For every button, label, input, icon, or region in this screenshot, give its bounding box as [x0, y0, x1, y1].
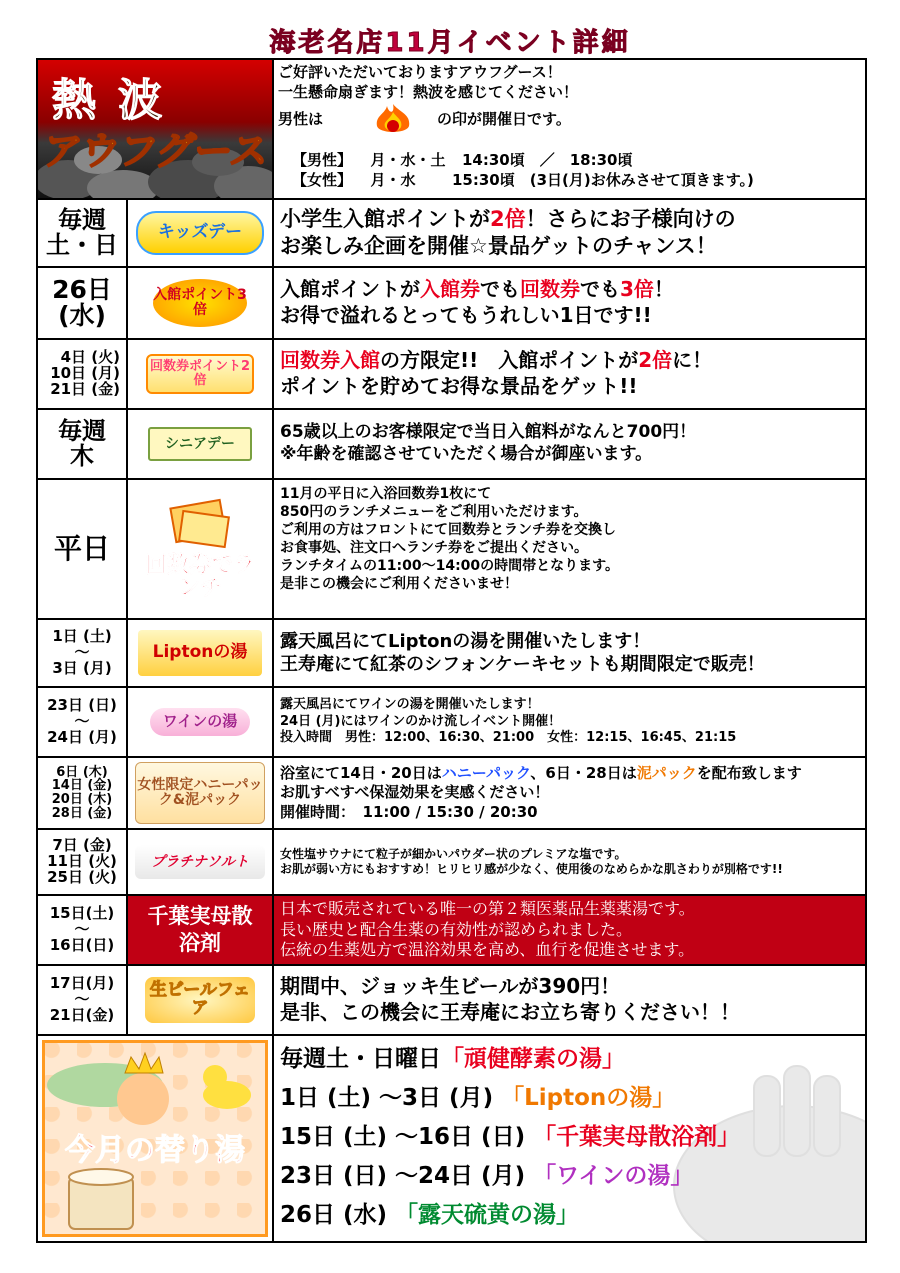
text-segment: 毎週土・日曜日 [280, 1046, 441, 1072]
ticket-point-logo: 回数券ポイント2倍 [128, 340, 274, 408]
event-line [280, 374, 859, 400]
aufguss-male-schedule [278, 150, 861, 170]
date-line: 15日(土) [49, 904, 115, 923]
event-line [280, 847, 859, 862]
event-line [280, 486, 859, 504]
monthly-bath-line [280, 1079, 859, 1118]
date-line: 平日 [53, 532, 110, 566]
text-segment: 850円のランチメニューをご利用いただけます。 [280, 503, 588, 520]
senior-day-logo: シニアデー [128, 410, 274, 478]
date-line: ～ [74, 990, 90, 1009]
text-segment: でも [580, 277, 620, 302]
date-line: 26日 [52, 274, 112, 304]
text-segment: 「露天硫黄の湯」 [395, 1202, 580, 1228]
event-row-ticket-point [38, 340, 865, 410]
date-line: 17日(月) [49, 974, 115, 993]
event-content [274, 688, 865, 756]
text-segment: 小学生入館ポイントが [280, 207, 490, 232]
event-line [280, 974, 859, 1000]
event-date [38, 758, 128, 828]
text-segment: を配布致します [696, 764, 802, 783]
event-content [274, 340, 865, 408]
fire-icon [363, 102, 423, 136]
ticket-icon [165, 498, 235, 554]
text-segment: お楽しみ企画を開催☆景品ゲットのチャンス！ [280, 234, 717, 258]
event-date [38, 620, 128, 686]
event-line [280, 576, 859, 594]
event-content [274, 830, 865, 894]
lipton-logo: Liptonの湯 [128, 620, 274, 686]
men-suffix: の印が開催日です。 [437, 110, 571, 128]
date-line: 3日 (月) [52, 658, 112, 677]
aufguss-men-line [278, 102, 861, 136]
text-segment: お得で溢れるとってもうれしい1日です!! [280, 303, 652, 327]
aufguss-logo-main: アウフグース [40, 129, 272, 173]
aufguss-logo [38, 60, 274, 198]
date-line: 20日 (木) [51, 792, 113, 807]
text-segment: お肌すべすべ保湿効果を実感ください！ [280, 783, 550, 802]
aufguss-line: 一生懸命扇ぎます！熱波を感じてください！ [278, 83, 579, 101]
aufguss-female-schedule [278, 170, 861, 190]
text-segment: お肌が弱い方にもおすすめ！ヒリヒリ感が少なく、使用後のなめらかな肌さわりが別格です!! [280, 862, 783, 876]
text-segment: 15日 (土) ～16日 (日) [280, 1124, 534, 1150]
aufguss-row [38, 60, 865, 200]
text-segment: 1日 (土) ～3日 (月) [280, 1085, 502, 1111]
beer-fair-logo: 生ビールフェア [128, 966, 274, 1034]
event-row-point-3x [38, 268, 865, 340]
date-line: 24日 (月) [47, 727, 117, 746]
event-row-kids-day [38, 200, 865, 268]
text-segment: 伝統の生薬処方で温浴効果を高め、血行を促進させます。 [280, 940, 695, 960]
text-segment: ポイントを貯めてお得な景品をゲット!! [280, 374, 638, 398]
monthly-bath-line [280, 1196, 859, 1235]
text-segment: 23日 (日) ～24日 (月) [280, 1163, 534, 1189]
aufguss-line: ご好評いただいておりますアウフグース！ [278, 63, 562, 81]
date-line: 28日 (金) [51, 805, 113, 821]
event-date [38, 340, 128, 408]
text-segment: ご利用の方はフロントにて回数券とランチ券を交換し [280, 521, 616, 538]
text-segment: ！さらにお子様向けの [525, 207, 736, 232]
text-segment: ※年齢を確認させていただく場合が御座います。 [280, 444, 653, 464]
event-date [38, 268, 128, 338]
text-segment: 「千葉実母散浴剤」 [533, 1124, 741, 1150]
event-content [274, 268, 865, 338]
text-segment: 女性塩サウナにて粒子が細かいパウダー状のプレミアな塩です。 [280, 846, 627, 861]
event-date [38, 410, 128, 478]
event-line [280, 504, 859, 522]
event-line [280, 803, 859, 822]
text-segment: 3倍 [620, 277, 654, 302]
date-line: 毎週 [58, 416, 106, 445]
date-line: 毎週 [58, 205, 106, 234]
event-line [280, 764, 859, 783]
date-line: 10日 (月) [50, 364, 120, 383]
date-line: 14日 (金) [51, 778, 113, 794]
event-line [280, 899, 859, 919]
event-row-senior-day [38, 410, 865, 480]
event-row-chiba [38, 896, 865, 966]
text-segment: ランチタイムの11:00～14:00の時間帯となります。 [280, 557, 620, 574]
wine-logo: ワインの湯 [128, 688, 274, 756]
lunch-logo: 回数券でランチ [128, 480, 274, 618]
date-line: ～ [74, 712, 90, 731]
text-segment: ！ [653, 277, 674, 302]
event-row-lipton [38, 620, 865, 688]
date-line: 7日 (金) [52, 836, 112, 855]
event-row-wine [38, 688, 865, 758]
monthly-bath-title: 今月の替り湯 [65, 1133, 245, 1168]
event-row-pack [38, 758, 865, 830]
event-line [280, 348, 859, 374]
text-segment: の方限定!! 入館ポイントが [380, 348, 639, 373]
event-date [38, 896, 128, 964]
event-line [280, 783, 859, 802]
aufguss-content [278, 62, 861, 190]
event-line [280, 714, 859, 731]
kids-day-logo: キッズデー [128, 200, 274, 266]
text-segment: でも [480, 277, 520, 302]
monthly-bath-content [274, 1036, 865, 1241]
text-segment: 「頑健酵素の湯」 [441, 1046, 625, 1072]
event-line [280, 653, 859, 676]
monthly-bath-logo-box [38, 1036, 274, 1241]
monthly-bath-row [38, 1036, 865, 1241]
female-days: 月・水 [370, 171, 416, 189]
event-content [274, 200, 865, 266]
text-segment: 泥パック [636, 764, 697, 783]
date-line: 土・日 [46, 231, 118, 259]
date-line: 1日 (土) [52, 627, 112, 646]
event-row-platinum-salt [38, 830, 865, 896]
text-segment: 浴室にて14日・20日は [280, 764, 442, 783]
date-line: 11日 (火) [47, 852, 117, 871]
text-segment: に！ [672, 348, 713, 373]
text-segment: ハニーパック [441, 764, 531, 783]
text-segment: お食事処、注文口へランチ券をご提出ください。 [280, 539, 588, 556]
date-line: 6日 (木) [56, 764, 108, 780]
date-line: 16日(日) [49, 935, 115, 954]
text-segment: 24日 (月)にはワインのかけ流しイベント開催！ [280, 713, 562, 729]
text-segment: 期間中、ジョッキ生ビールが390円！ [280, 974, 621, 999]
date-line: 21日(金) [49, 1005, 115, 1024]
text-segment: 投入時間 男性：12:00、16:30、21:00 女性：12:15、16:45、21:15 [280, 730, 737, 746]
male-label: 【男性】 [292, 151, 353, 169]
text-segment: 入館ポイントが [280, 277, 420, 302]
event-content [274, 896, 865, 964]
text-segment: 王寿庵にて紅茶のシフォンケーキセットも期間限定で販売！ [280, 654, 765, 675]
date-line: 25日 (火) [47, 867, 117, 886]
event-line [280, 558, 859, 576]
event-content [274, 480, 865, 618]
text-segment: 2倍 [490, 207, 526, 232]
date-line: 23日 (日) [47, 696, 117, 715]
text-segment: 入館券 [420, 277, 480, 302]
text-segment: 長い歴史と配合生薬の有効性が認められました。 [280, 919, 633, 939]
text-segment: 回数券入館 [280, 348, 380, 373]
event-content [274, 620, 865, 686]
aufguss-logo-top: 熱波 [52, 75, 184, 126]
text-segment: 開催時間： 11:00 / 15:30 / 20:30 [280, 802, 538, 821]
event-row-lunch [38, 480, 865, 620]
platinum-salt-logo: プラチナソルト [128, 830, 274, 894]
event-line [280, 920, 859, 940]
event-line [280, 277, 859, 303]
date-line: ～ [74, 643, 90, 662]
event-line [280, 1000, 859, 1026]
event-date [38, 480, 128, 618]
male-times: 14:30頃 ／ 18:30頃 [461, 151, 633, 169]
text-segment: 日本で販売されている唯一の第２類医薬品生薬薬湯です。 [280, 899, 695, 919]
text-segment: 、6日・28日は [530, 764, 637, 783]
event-line [280, 862, 859, 877]
event-line [280, 422, 859, 444]
event-date [38, 830, 128, 894]
pack-logo: 女性限定ハニーパック&泥パック [128, 758, 274, 828]
monthly-bath-logo [42, 1040, 268, 1237]
text-segment: 65歳以上のお客様限定で当日入館料がなんと700円！ [280, 422, 697, 443]
event-line [280, 940, 859, 960]
text-segment: 2倍 [638, 348, 673, 373]
point-3x-logo: 入館ポイント3倍 [128, 268, 274, 338]
text-segment: 「Liptonの湯」 [501, 1085, 676, 1111]
event-row-beer [38, 966, 865, 1036]
event-content [274, 966, 865, 1034]
event-content [274, 758, 865, 828]
date-line: 木 [70, 442, 94, 470]
text-segment: 11月の平日に入浴回数券1枚にて [280, 486, 492, 502]
event-line [280, 206, 859, 233]
chiba-logo: 千葉実母散浴剤 [128, 896, 274, 964]
event-line [280, 630, 859, 653]
monthly-bath-list [274, 1036, 865, 1239]
event-line [280, 303, 859, 329]
event-line [280, 233, 859, 260]
event-line [280, 697, 859, 714]
monthly-bath-line [280, 1118, 859, 1157]
date-line: ～ [74, 920, 90, 939]
text-segment: 26日 (水) [280, 1202, 396, 1228]
text-segment: 「ワインの湯」 [533, 1163, 694, 1189]
female-times: 15:30頃 (3日(月)お休みさせて頂きます。) [451, 171, 754, 189]
monthly-bath-line [280, 1157, 859, 1196]
event-line [280, 540, 859, 558]
text-segment: 回数券 [520, 277, 580, 302]
date-line: 21日 (金) [50, 379, 120, 398]
text-segment: 是非この機会にご利用くださいませ！ [280, 575, 518, 592]
event-content [274, 410, 865, 478]
event-line [280, 444, 859, 466]
text-segment: 露天風呂にてLiptonの湯を開催いたします！ [280, 630, 651, 652]
event-line [280, 730, 859, 747]
text-segment: 露天風呂にてワインの湯を開催いたします！ [280, 697, 540, 713]
event-board [36, 58, 867, 1243]
monthly-bath-line [280, 1040, 859, 1079]
female-label: 【女性】 [292, 171, 353, 189]
date-line: 4日 (火) [60, 348, 120, 367]
event-line [280, 522, 859, 540]
event-date [38, 966, 128, 1034]
page-title: 海老名店11月イベント詳細 [269, 28, 631, 58]
men-prefix: 男性は [278, 110, 324, 128]
date-line: (水) [58, 301, 106, 330]
male-days: 月・水・土 [370, 151, 446, 169]
event-date [38, 688, 128, 756]
event-date [38, 200, 128, 266]
text-segment: 是非、この機会に王寿庵にお立ち寄りください！！ [280, 1000, 740, 1024]
